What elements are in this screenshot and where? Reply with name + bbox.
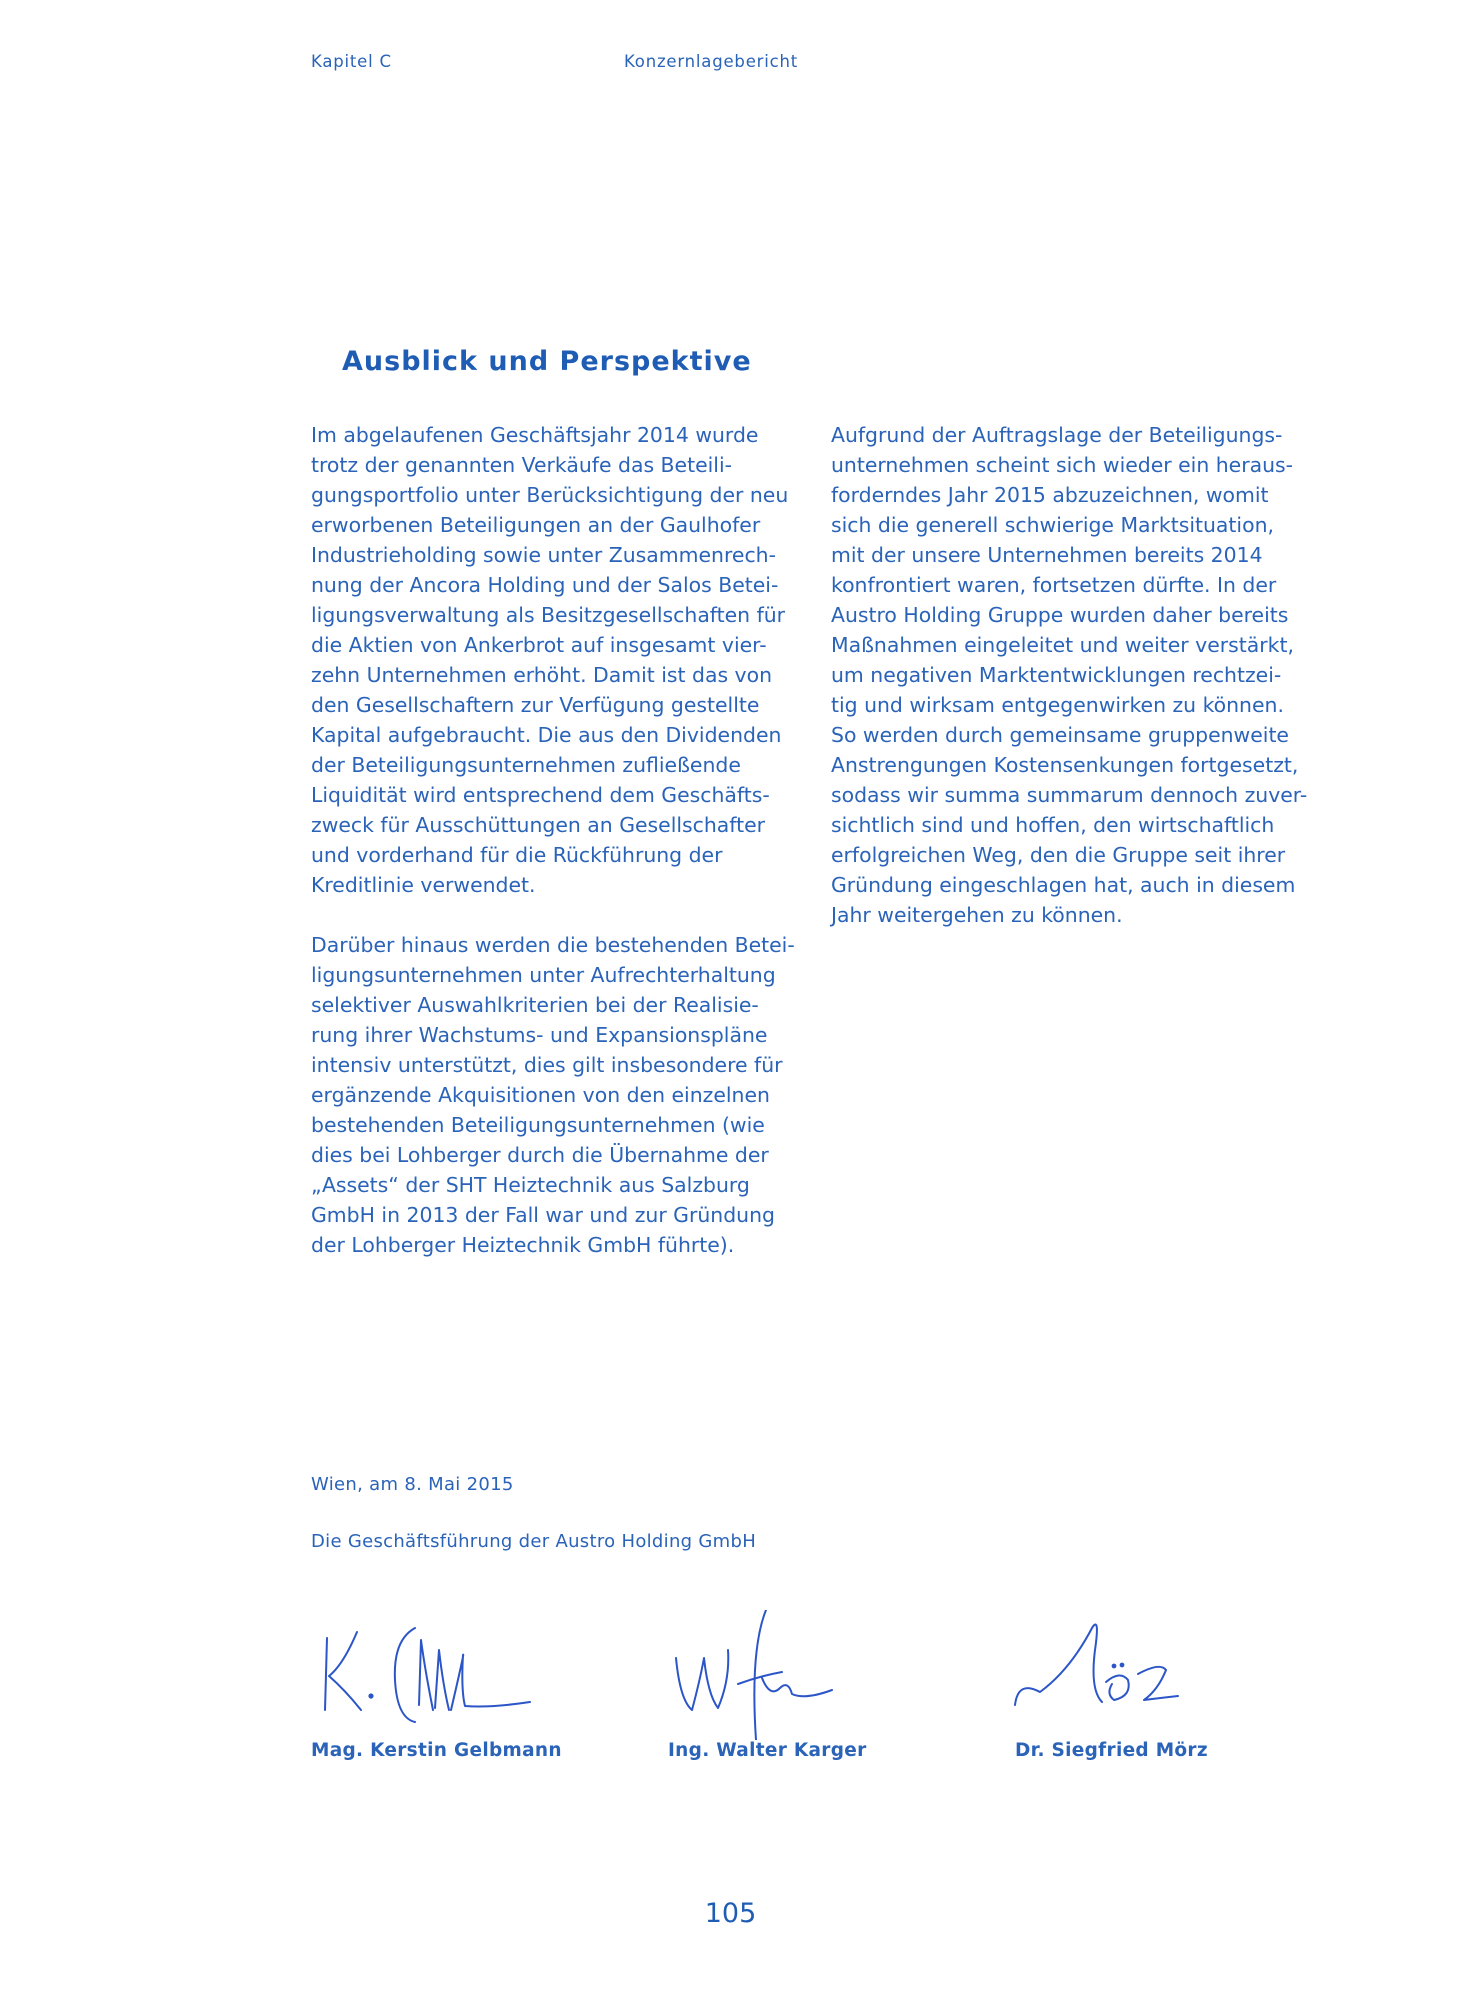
signatory-name: Dr. Siegfried Mörz bbox=[1015, 1740, 1208, 1761]
page-number: 105 bbox=[704, 1898, 757, 1929]
signatory-name: Ing. Walter Karger bbox=[668, 1740, 867, 1761]
management-line: Die Geschäftsführung der Austro Holding GmbH bbox=[311, 1531, 757, 1552]
place-and-date: Wien, am 8. Mai 2015 bbox=[311, 1474, 514, 1495]
signature-gelbmann bbox=[315, 1610, 555, 1740]
signature-moerz bbox=[1010, 1610, 1250, 1740]
text-column-right bbox=[831, 420, 1321, 930]
signature-karger bbox=[670, 1610, 910, 1740]
running-header-chapter: Kapitel C bbox=[311, 52, 392, 71]
paragraph: Darüber hinaus werden die bestehenden Betei- ligungsunternehmen unter Aufrechterhaltung selektiver Auswahlkriterien bei der Realisie- rung ihrer Wachstums- und Expansionspläne intensiv unterstützt, dies gilt insbesondere für ergänzende Akquisitionen von den einzelnen bestehenden Beteiligungsunternehmen (wie dies bei Lohberger durch die Übernahme der „Assets“ der SHT Heiztechnik aus Salzburg GmbH in 2013 der Fall war und zur Gründung der Lohberger Heiztechnik GmbH führte). bbox=[311, 933, 795, 1257]
page-title: Ausblick und Perspektive bbox=[342, 346, 752, 377]
paragraph: Aufgrund der Auftragslage der Beteiligungs- unternehmen scheint sich wieder ein heraus- forderndes Jahr 2015 abzuzeichnen, womit sich die generell schwierige Marktsituation, mit der unsere Unternehmen bereits 2014 konfrontiert waren, fortsetzen dürfte. In der Austro Holding Gruppe wurden daher bereits Maßnahmen eingeleitet und weiter verstärkt, um negativen Marktentwicklungen rechtzei- tig und wirksam entgegenwirken zu können. So werden durch gemeinsame gruppenweite Anstrengungen Kostensenkungen fortgesetzt, sodass wir summa summarum dennoch zuver- sichtlich sind und hoffen, den wirtschaftlich erfolgreichen Weg, den die Gruppe seit ihrer Gründung eingeschlagen hat, auch in diesem Jahr weitergehen zu können. bbox=[831, 423, 1308, 927]
text-column-left bbox=[311, 420, 801, 1260]
running-header-section: Konzernlagebericht bbox=[624, 52, 799, 71]
signatory-name: Mag. Kerstin Gelbmann bbox=[311, 1740, 562, 1761]
paragraph: Im abgelaufenen Geschäftsjahr 2014 wurde trotz der genannten Verkäufe das Beteili- gungsportfolio unter Berücksichtigung der neu erworbenen Beteiligungen an der Gaulhofer Industrieholding sowie unter Zusammenrech- nung der Ancora Holding und der Salos Betei- ligungsverwaltung als Besitzgesellschaften für die Aktien von Ankerbrot auf insgesamt vier- zehn Unternehmen erhöht. Damit ist das von den Gesellschaftern zur Verfügung gestellte Kapital aufgebraucht. Die aus den Dividenden der Beteiligungsunternehmen zufließende Liquidität wird entsprechend dem Geschäfts- zweck für Ausschüttungen an Gesellschafter und vorderhand für die Rückführung der Kreditlinie verwendet. bbox=[311, 423, 789, 897]
